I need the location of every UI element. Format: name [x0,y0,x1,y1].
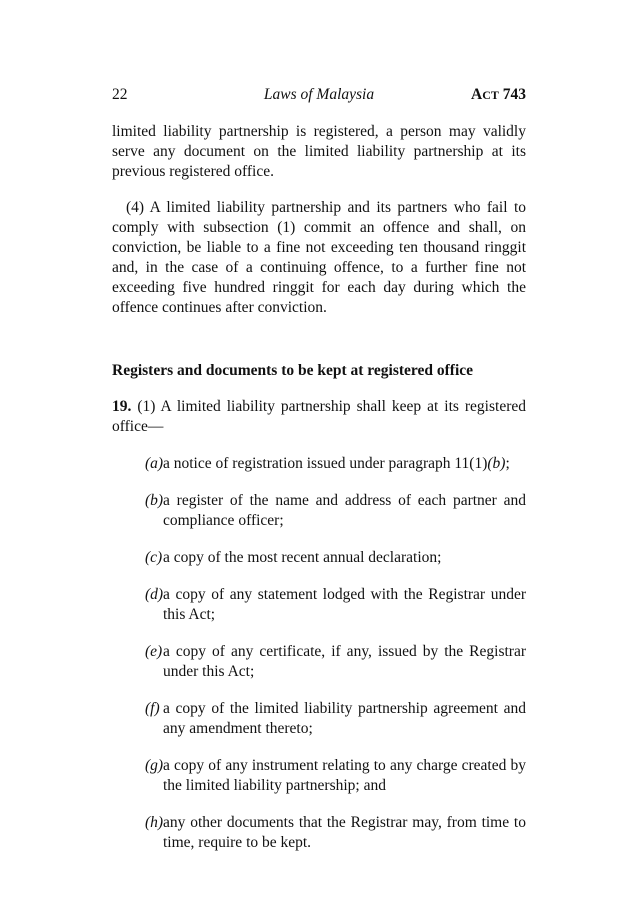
item-label: (f) [145,700,160,717]
item-list [112,454,526,853]
list-item [112,699,526,739]
section-19-intro [112,397,526,437]
act-number [471,86,526,104]
item-text: any other documents that the Registrar may, from time to time, require to be kept. [163,814,526,851]
item-label: (d) [145,586,164,603]
item-text: a notice of registration issued under paragraph 11(1) [163,455,488,472]
list-item [112,642,526,682]
list-item [112,585,526,625]
item-label: (a) [145,455,164,472]
list-item [112,813,526,853]
item-text: a copy of any statement lodged with the Registrar under this Act; [163,586,526,623]
item-label: (h) [145,814,164,831]
list-item [112,454,526,474]
section-text: (1) A limited liability partnership shall keep at its registered office— [112,398,526,435]
item-text: a copy of any certificate, if any, issued by the Registrar under this Act; [163,643,526,680]
item-text: a copy of the limited liability partnership agreement and any amendment thereto; [163,700,526,737]
section-heading: Registers and documents to be kept at registered office [112,362,474,379]
item-text-end: ; [505,455,510,472]
act-digits: 743 [498,86,526,103]
list-item [112,756,526,796]
item-label: (g) [145,757,164,774]
list-item [112,548,526,568]
item-label: (e) [145,643,163,660]
item-text-italic: (b) [487,455,506,472]
running-title: Laws of Malaysia [263,86,375,103]
section-number: 19. [112,398,132,415]
list-item [112,491,526,531]
paragraph-continuation: limited liability partnership is registered, a person may validly serve any document on the limited liability partnership at its previous registered office. [112,123,526,180]
item-text: a copy of any instrument relating to any charge created by the limited liability partnership; and [163,757,526,794]
page-header [112,86,526,108]
act-prefix: A [471,86,483,103]
page-number: 22 [112,86,128,103]
item-label: (c) [145,549,163,566]
act-small-caps: CT [482,88,499,102]
item-label: (b) [145,492,164,509]
item-text: a register of the name and address of each partner and compliance officer; [163,492,526,529]
page-body [112,122,526,870]
item-text: a copy of the most recent annual declaration; [163,549,442,566]
paragraph-subsection-4: (4) A limited liability partnership and its partners who fail to comply with subsection (1) commit an offence and shall, on conviction, be liable to a fine not exceeding ten thousand ringgit and, in the case of a continuing offence, to a further fine not exceeding five hundred ringgit for each day during which the offence continues after conviction. [112,199,526,316]
